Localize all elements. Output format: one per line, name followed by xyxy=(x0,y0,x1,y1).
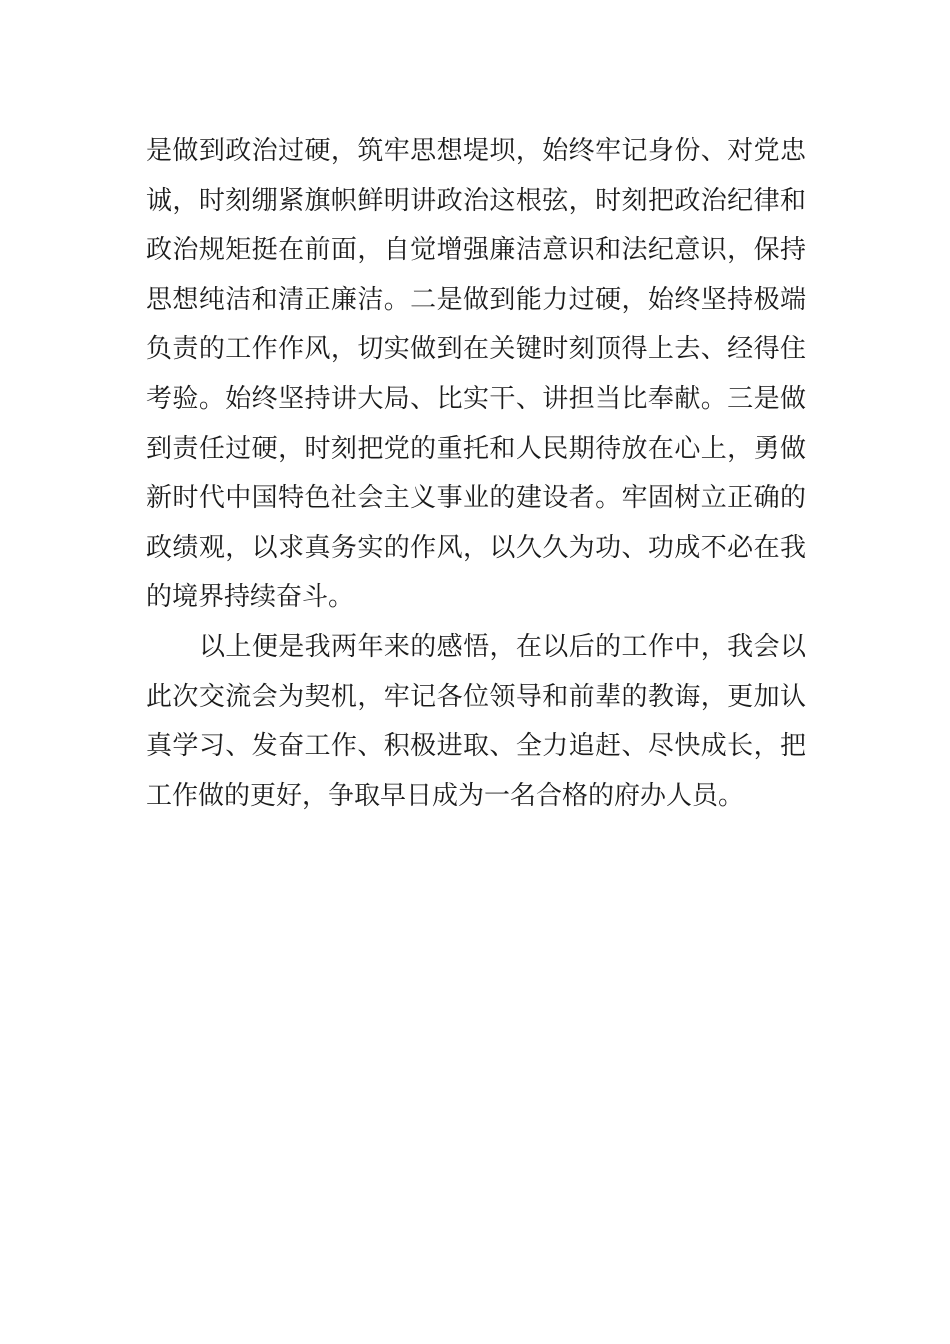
paragraph-line: 思想纯洁和清正廉洁。二是做到能力过硬，始终坚持极端 xyxy=(146,284,806,315)
paragraph-line: 诚，时刻绷紧旗帜鲜明讲政治这根弦，时刻把政治纪律和 xyxy=(146,185,806,216)
paragraph-line: 到责任过硬，时刻把党的重托和人民期待放在心上，勇做 xyxy=(146,433,806,464)
paragraph-line: 此次交流会为契机，牢记各位领导和前辈的教诲，更加认 xyxy=(146,681,806,712)
paragraph-line: 考验。始终坚持讲大局、比实干、讲担当比奉献。三是做 xyxy=(146,383,806,414)
paragraph-line: 政绩观，以求真务实的作风，以久久为功、功成不必在我 xyxy=(146,532,806,563)
document-body xyxy=(146,127,806,821)
paragraph-line: 的境界持续奋斗。 xyxy=(146,582,355,613)
paragraph-1 xyxy=(146,127,806,623)
paragraph-2 xyxy=(146,623,806,821)
paragraph-line: 工作做的更好，争取早日成为一名合格的府办人员。 xyxy=(146,780,745,811)
paragraph-line: 是做到政治过硬，筑牢思想堤坝，始终牢记身份、对党忠 xyxy=(146,136,806,166)
paragraph-line: 真学习、发奋工作、积极进取、全力追赶、尽快成长，把 xyxy=(146,731,806,762)
paragraph-line: 负责的工作作风，切实做到在关键时刻顶得上去、经得住 xyxy=(146,334,806,365)
paragraph-line: 政治规矩挺在前面，自觉增强廉洁意识和法纪意识，保持 xyxy=(146,235,806,266)
paragraph-line: 新时代中国特色社会主义事业的建设者。牢固树立正确的 xyxy=(146,483,806,514)
paragraph-line: 以上便是我两年来的感悟，在以后的工作中，我会以 xyxy=(199,631,806,662)
